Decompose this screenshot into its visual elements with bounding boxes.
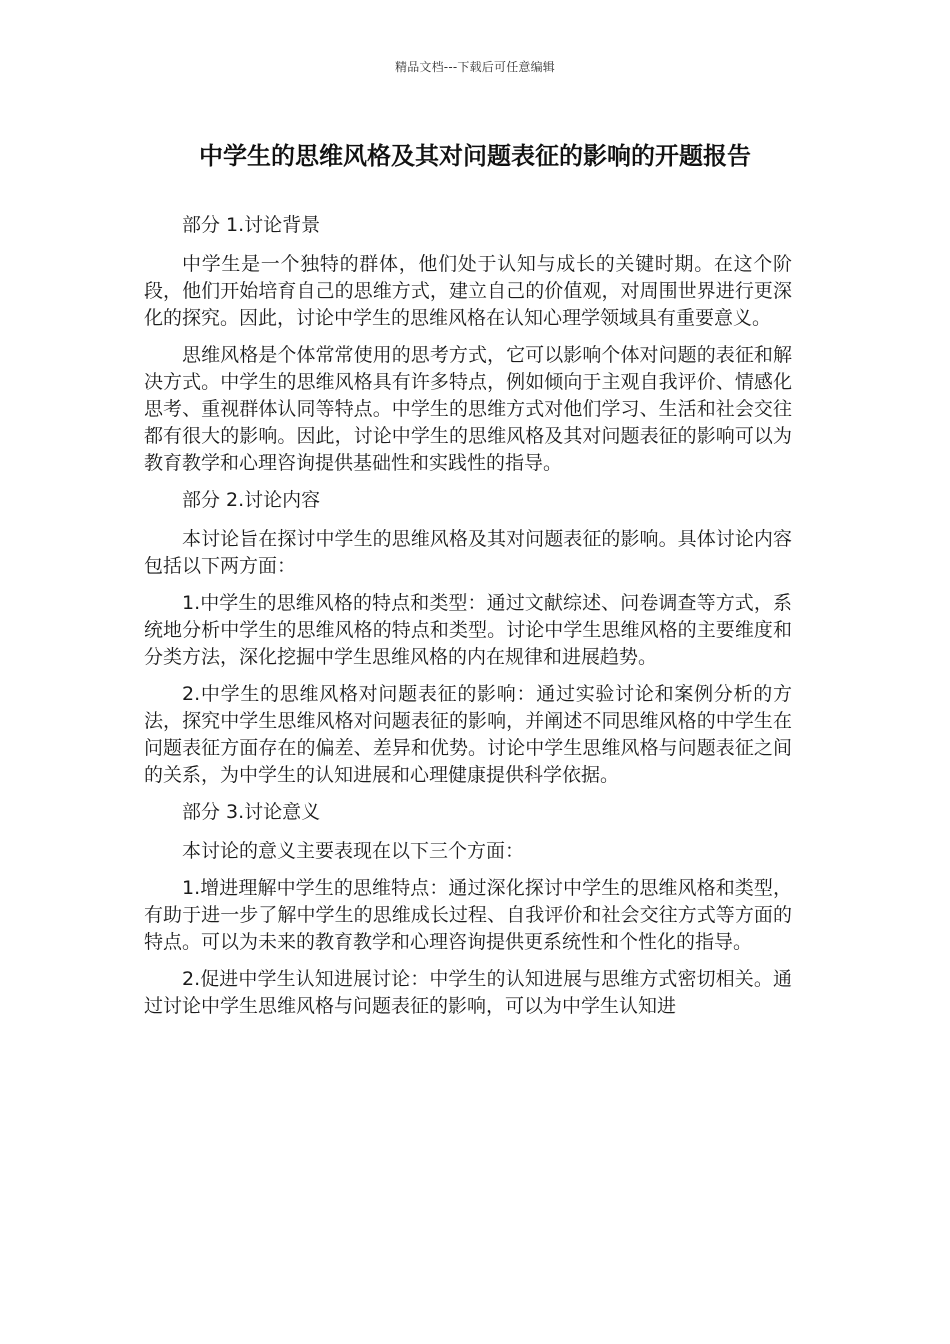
header-note: 精品文档---下载后可任意编辑: [395, 60, 555, 74]
paragraph-background-1: 中学生是一个独特的群体，他们处于认知与成长的关键时期。在这个阶段，他们开始培育自己的思维方式，建立自己的价值观，对周围世界进行更深化的探究。因此，讨论中学生的思维风格在认知心理学领域具有重要意义。: [144, 253, 792, 329]
paragraph-significance-intro: 本讨论的意义主要表现在以下三个方面：: [182, 840, 525, 862]
section-heading-significance: 部分 3.讨论意义: [182, 801, 321, 823]
paragraph-significance-item-1: 1.增进理解中学生的思维特点：通过深化探讨中学生的思维风格和类型，有助于进一步了解中学生的思维成长过程、自我评价和社会交往方式等方面的特点。可以为未来的教育教学和心理咨询提供更系统性和个性化的指导。: [144, 877, 792, 953]
document-body: [144, 212, 792, 1030]
paragraph-content-intro: 本讨论旨在探讨中学生的思维风格及其对问题表征的影响。具体讨论内容包括以下两方面：: [144, 528, 792, 577]
section-heading-content: 部分 2.讨论内容: [182, 489, 321, 511]
paragraph-background-2: 思维风格是个体常常使用的思考方式，它可以影响个体对问题的表征和解决方式。中学生的思维风格具有许多特点，例如倾向于主观自我评价、情感化思考、重视群体认同等特点。中学生的思维方式对他们学习、生活和社会交往都有很大的影响。因此，讨论中学生的思维风格及其对问题表征的影响可以为教育教学和心理咨询提供基础性和实践性的指导。: [144, 344, 792, 474]
paragraph-content-item-2: 2.中学生的思维风格对问题表征的影响：通过实验讨论和案例分析的方法，探究中学生思维风格对问题表征的影响，并阐述不同思维风格的中学生在问题表征方面存在的偏差、差异和优势。讨论中学生思维风格与问题表征之间的关系，为中学生的认知进展和心理健康提供科学依据。: [144, 683, 792, 786]
document-title: 中学生的思维风格及其对问题表征的影响的开题报告: [199, 142, 751, 170]
section-heading-background: 部分 1.讨论背景: [182, 214, 321, 236]
paragraph-significance-item-2: 2.促进中学生认知进展讨论：中学生的认知进展与思维方式密切相关。通过讨论中学生思维风格与问题表征的影响，可以为中学生认知进: [144, 968, 792, 1017]
paragraph-content-item-1: 1.中学生的思维风格的特点和类型：通过文献综述、问卷调查等方式，系统地分析中学生的思维风格的特点和类型。讨论中学生思维风格的主要维度和分类方法，深化挖掘中学生思维风格的内在规律和进展趋势。: [144, 592, 792, 668]
